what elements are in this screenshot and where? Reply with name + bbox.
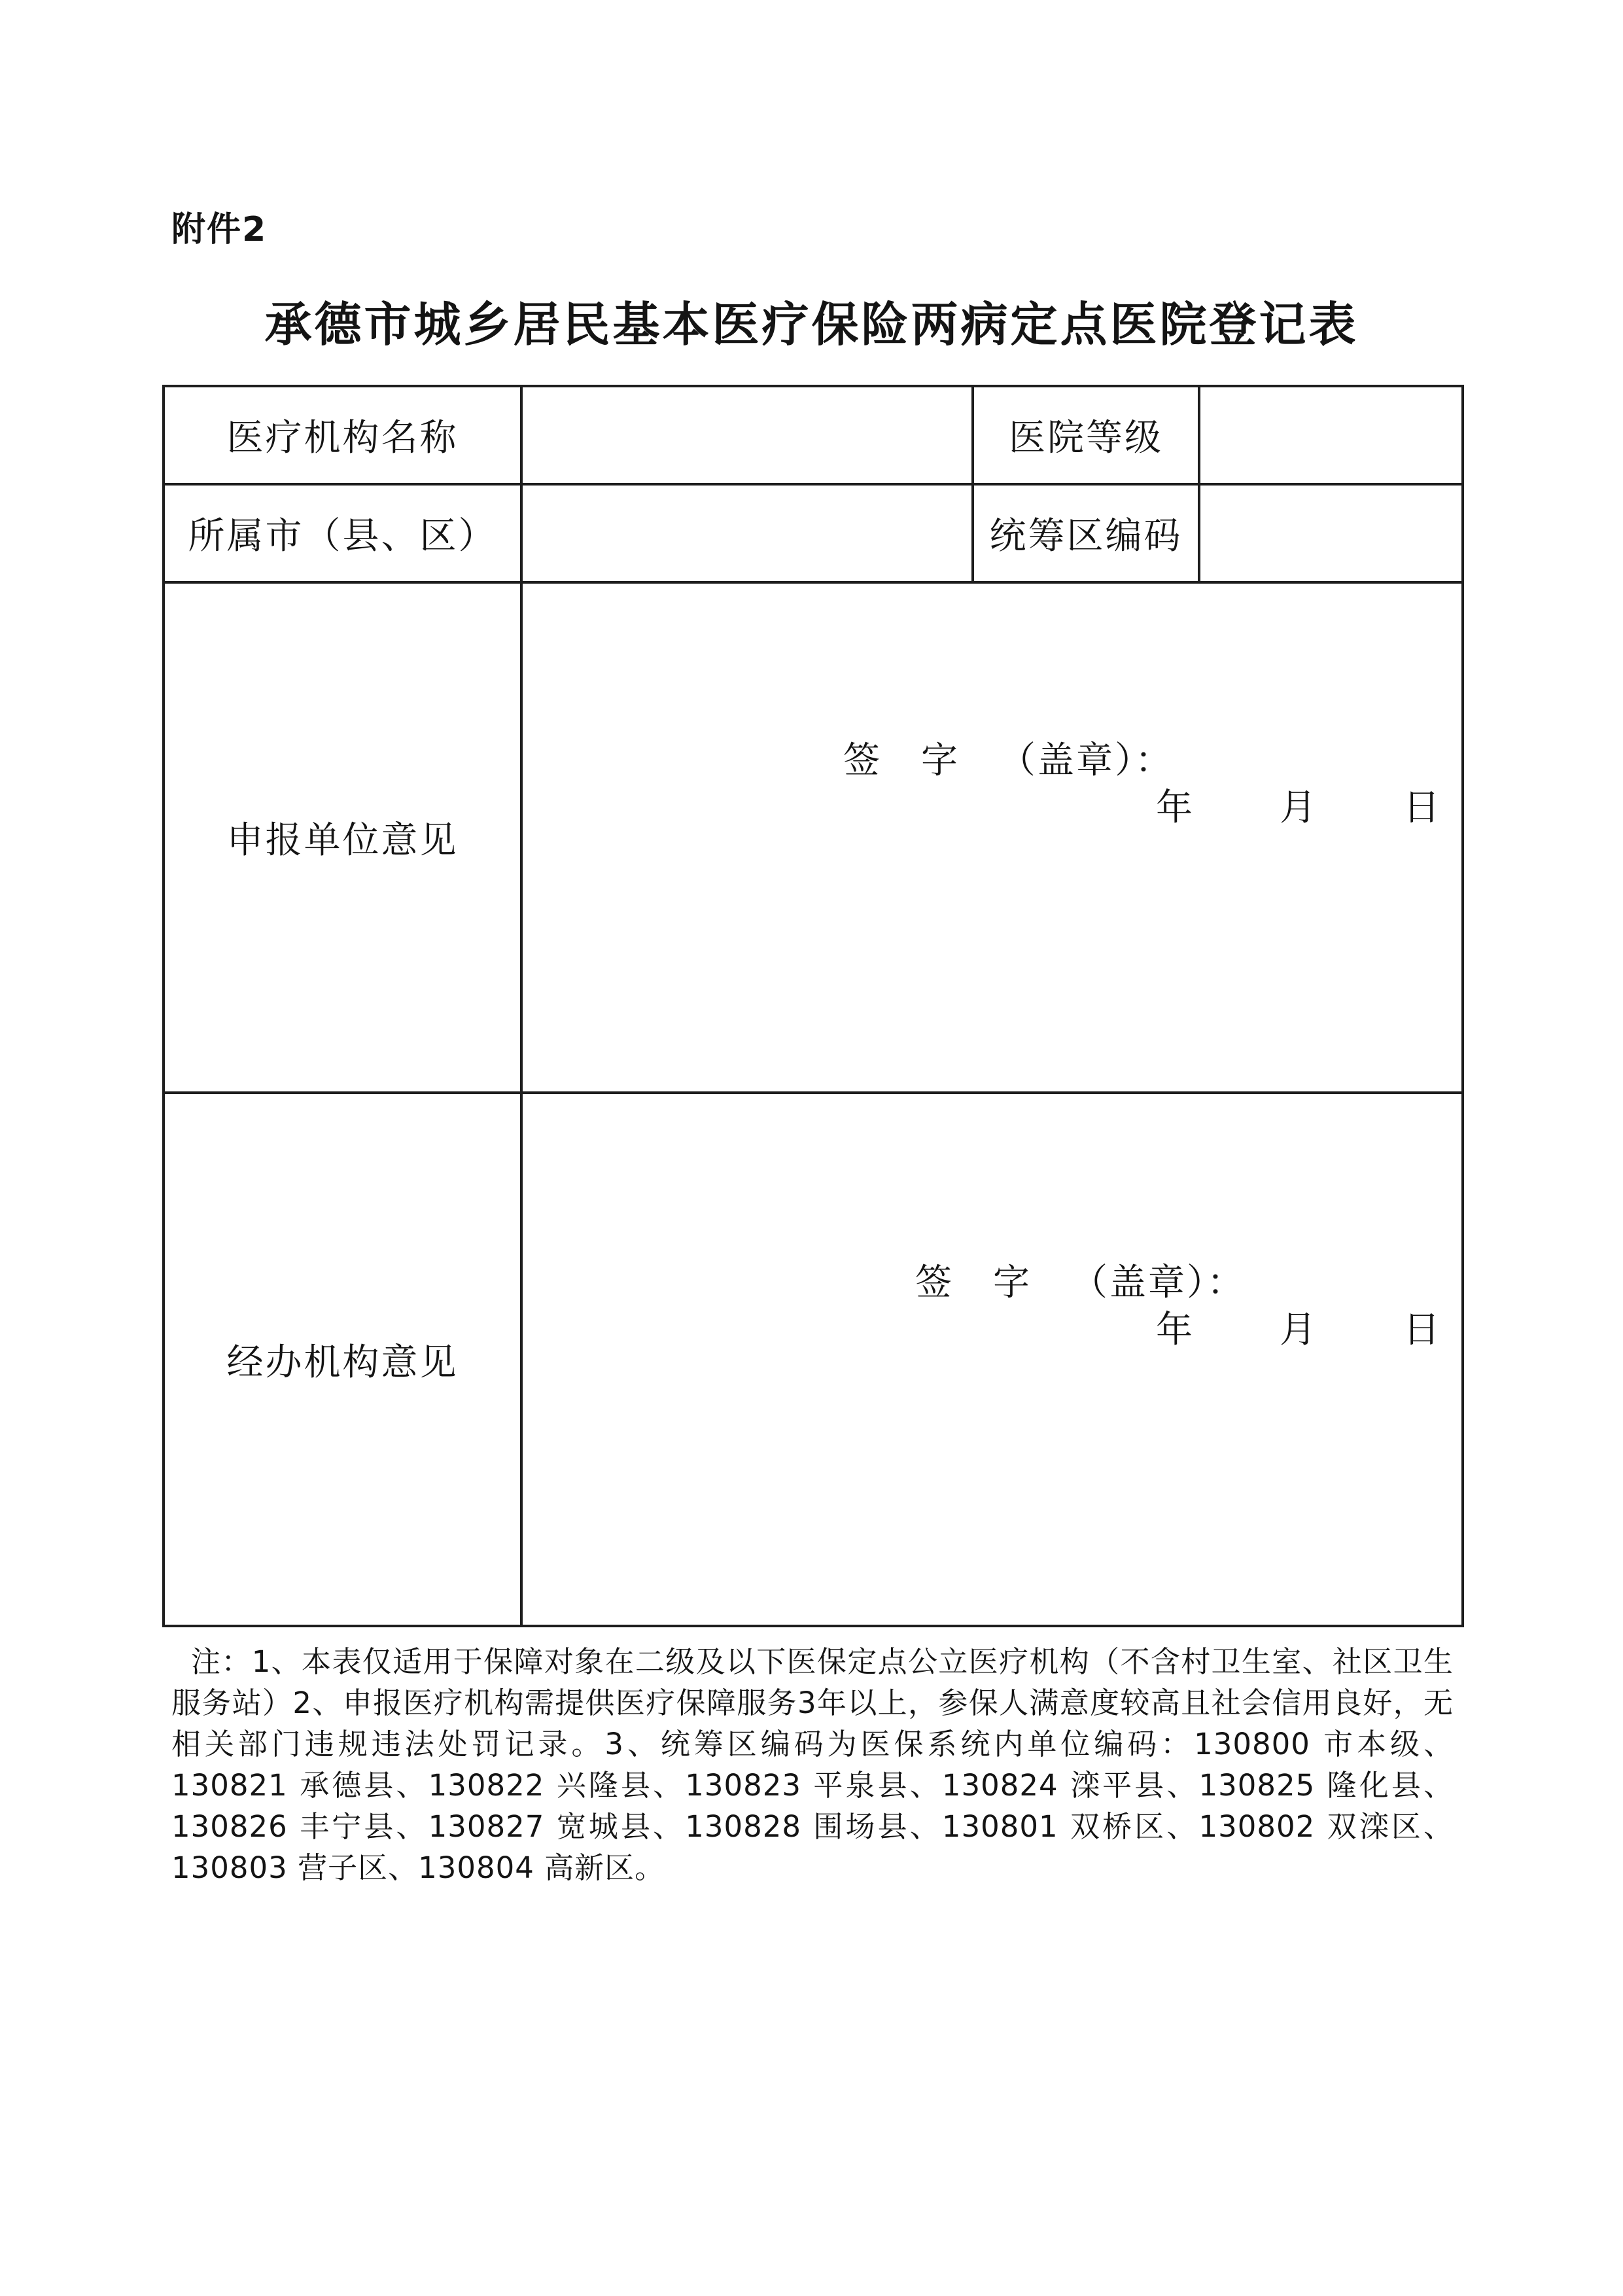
institution-name-label: 医疗机构名称 (164, 386, 521, 484)
hospital-level-label: 医院等级 (973, 386, 1199, 484)
institution-name-field[interactable] (521, 386, 973, 484)
sign-char-1: 签 (915, 1261, 954, 1304)
date-day: 日 (1403, 1308, 1442, 1351)
form-row-region (164, 484, 1463, 582)
date-month: 月 (1280, 786, 1318, 829)
applicant-opinion-field[interactable] (521, 582, 1463, 1093)
applicant-date-line (1156, 779, 1442, 831)
footnote: 注：1、本表仅适用于保障对象在二级及以下医保定点公立医疗机构（不含村卫生室、社区卫生服务站）2、申报医疗机构需提供医疗保障服务3年以上，参保人满意度较高且社会信用良好，无相关部门违规违法处罚记录。3、统筹区编码为医保系统内单位编码：130800 市本级、130821 承德县、130822 兴隆县、130823 平泉县、130824 滦平县、130825 隆化县、130826 丰宁县、130827 宽城县、130828 围场县、130801 双桥区、130802 双滦区、130803 营子区、130804 高新区。 (171, 1644, 1454, 1885)
agency-opinion-label: 经办机构意见 (164, 1093, 521, 1626)
agency-signature-line (915, 1254, 1246, 1306)
seal-suffix: （盖章）： (999, 739, 1174, 782)
registration-form-table (162, 385, 1464, 1627)
page-title: 承德市城乡居民基本医疗保险两病定点医院登记表 (264, 296, 1359, 352)
pool-code-field[interactable] (1199, 484, 1463, 582)
region-field[interactable] (521, 484, 973, 582)
applicant-opinion-label: 申报单位意见 (164, 582, 521, 1093)
form-row-applicant-opinion (164, 582, 1463, 1093)
date-year: 年 (1156, 786, 1195, 829)
agency-date-line (1156, 1301, 1442, 1353)
date-month: 月 (1280, 1308, 1318, 1351)
sign-char-2: 字 (921, 739, 960, 782)
attachment-label: 附件2 (171, 210, 268, 249)
applicant-signature-line (843, 732, 1174, 784)
form-row-institution (164, 386, 1463, 484)
sign-char-1: 签 (843, 739, 882, 782)
agency-opinion-field[interactable] (521, 1093, 1463, 1626)
hospital-level-field[interactable] (1199, 386, 1463, 484)
seal-suffix: （盖章）： (1071, 1261, 1246, 1304)
date-day: 日 (1403, 786, 1442, 829)
region-label: 所属市（县、区） (164, 484, 521, 582)
date-year: 年 (1156, 1308, 1195, 1351)
sign-char-2: 字 (993, 1261, 1032, 1304)
pool-code-label: 统筹区编码 (973, 484, 1199, 582)
form-row-agency-opinion (164, 1093, 1463, 1626)
